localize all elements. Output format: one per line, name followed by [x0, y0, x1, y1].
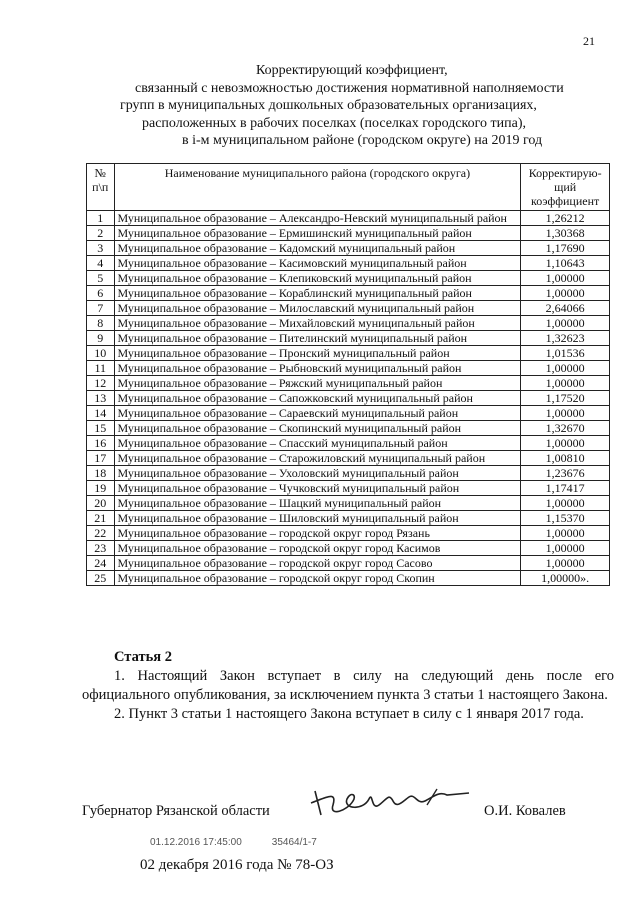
- row-coefficient: 1,15370: [521, 511, 610, 526]
- row-coefficient: 1,32623: [521, 331, 610, 346]
- table-row: [87, 226, 610, 241]
- row-number: 7: [87, 301, 115, 316]
- heading-line-3: групп в муниципальных дошкольных образовательных организациях,: [120, 98, 537, 113]
- row-district-name: Муниципальное образование – Пронский муниципальный район: [114, 346, 521, 361]
- page-number: 21: [583, 34, 595, 48]
- table-row: [87, 466, 610, 481]
- row-district-name: Муниципальное образование – Михайловский муниципальный район: [114, 316, 521, 331]
- row-coefficient: 1,30368: [521, 226, 610, 241]
- row-coefficient: 1,17520: [521, 391, 610, 406]
- row-district-name: Муниципальное образование – городской округ город Скопин: [114, 571, 521, 586]
- row-coefficient: 1,10643: [521, 256, 610, 271]
- table-row: [87, 271, 610, 286]
- table-row: [87, 301, 610, 316]
- row-number: 5: [87, 271, 115, 286]
- coefficient-table: [86, 163, 610, 586]
- row-number: 11: [87, 361, 115, 376]
- registration-stamp: [150, 837, 317, 848]
- row-number: 3: [87, 241, 115, 256]
- table-row: [87, 451, 610, 466]
- table-row: [87, 406, 610, 421]
- row-number: 12: [87, 376, 115, 391]
- row-district-name: Муниципальное образование – Рыбновский муниципальный район: [114, 361, 521, 376]
- row-district-name: Муниципальное образование – Ермишинский муниципальный район: [114, 226, 521, 241]
- table-row: [87, 361, 610, 376]
- table-header-row: [87, 164, 610, 211]
- row-number: 18: [87, 466, 115, 481]
- row-number: 20: [87, 496, 115, 511]
- article-paragraph-2: 2. Пункт 3 статьи 1 настоящего Закона вступает в силу с 1 января 2017 года.: [114, 706, 584, 722]
- row-coefficient: 1,17690: [521, 241, 610, 256]
- handwritten-signature: [307, 781, 477, 829]
- table-row: [87, 556, 610, 571]
- law-date-number: 02 декабря 2016 года № 78-ОЗ: [140, 857, 334, 873]
- row-coefficient: 1,01536: [521, 346, 610, 361]
- registration-number: 35464/1-7: [271, 837, 317, 848]
- row-coefficient: 1,00000: [521, 436, 610, 451]
- table-row: [87, 481, 610, 496]
- table-row: [87, 331, 610, 346]
- table-row: [87, 541, 610, 556]
- article-2: [82, 648, 614, 724]
- row-district-name: Муниципальное образование – Чучковский муниципальный район: [114, 481, 521, 496]
- row-coefficient: 1,00000: [521, 406, 610, 421]
- row-coefficient: 1,00000».: [521, 571, 610, 586]
- table-row: [87, 511, 610, 526]
- row-coefficient: 1,00000: [521, 556, 610, 571]
- table-heading: [80, 62, 620, 150]
- row-number: 23: [87, 541, 115, 556]
- row-district-name: Муниципальное образование – Старожиловский муниципальный район: [114, 451, 521, 466]
- row-number: 16: [87, 436, 115, 451]
- row-number: 4: [87, 256, 115, 271]
- table-row: [87, 346, 610, 361]
- article-paragraph-1: 1. Настоящий Закон вступает в силу на следующий день после его официального опубликования, за исключением пункта 3 статьи 1 настоящего Закона.: [82, 668, 614, 703]
- article-title: Статья 2: [114, 649, 172, 665]
- row-coefficient: 1,00000: [521, 361, 610, 376]
- row-district-name: Муниципальное образование – Скопинский муниципальный район: [114, 421, 521, 436]
- row-district-name: Муниципальное образование – городской округ город Касимов: [114, 541, 521, 556]
- row-district-name: Муниципальное образование – Шиловский муниципальный район: [114, 511, 521, 526]
- table-row: [87, 421, 610, 436]
- row-district-name: Муниципальное образование – Пителинский муниципальный район: [114, 331, 521, 346]
- row-number: 8: [87, 316, 115, 331]
- row-number: 2: [87, 226, 115, 241]
- row-coefficient: 1,00000: [521, 316, 610, 331]
- row-district-name: Муниципальное образование – Касимовский муниципальный район: [114, 256, 521, 271]
- row-coefficient: 2,64066: [521, 301, 610, 316]
- row-district-name: Муниципальное образование – городской округ город Рязань: [114, 526, 521, 541]
- registration-timestamp: 01.12.2016 17:45:00: [150, 837, 242, 848]
- row-coefficient: 1,17417: [521, 481, 610, 496]
- governor-name: О.И. Ковалев: [484, 803, 566, 819]
- row-coefficient: 1,00810: [521, 451, 610, 466]
- row-number: 14: [87, 406, 115, 421]
- header-number: № п\п: [87, 164, 115, 211]
- row-district-name: Муниципальное образование – Сапожковский муниципальный район: [114, 391, 521, 406]
- row-district-name: Муниципальное образование – Александро-Невский муниципальный район: [114, 211, 521, 226]
- row-number: 13: [87, 391, 115, 406]
- row-district-name: Муниципальное образование – Шацкий муниципальный район: [114, 496, 521, 511]
- governor-title: Губернатор Рязанской области: [82, 803, 270, 819]
- heading-line-1: Корректирующий коэффициент,: [256, 63, 448, 78]
- row-coefficient: 1,23676: [521, 466, 610, 481]
- row-coefficient: 1,32670: [521, 421, 610, 436]
- row-coefficient: 1,00000: [521, 496, 610, 511]
- table-row: [87, 286, 610, 301]
- row-number: 6: [87, 286, 115, 301]
- row-district-name: Муниципальное образование – Милославский муниципальный район: [114, 301, 521, 316]
- row-number: 10: [87, 346, 115, 361]
- row-district-name: Муниципальное образование – Кораблинский муниципальный район: [114, 286, 521, 301]
- row-coefficient: 1,00000: [521, 526, 610, 541]
- row-number: 9: [87, 331, 115, 346]
- heading-line-5: в i-м муниципальном районе (городском округе) на 2019 год: [182, 133, 543, 148]
- table-body: [87, 211, 610, 586]
- row-coefficient: 1,00000: [521, 541, 610, 556]
- header-coefficient: Корректирую-щий коэффициент: [521, 164, 610, 211]
- table-row: [87, 211, 610, 226]
- table-row: [87, 256, 610, 271]
- table-row: [87, 571, 610, 586]
- table-row: [87, 526, 610, 541]
- row-number: 1: [87, 211, 115, 226]
- row-district-name: Муниципальное образование – Сараевский муниципальный район: [114, 406, 521, 421]
- row-district-name: Муниципальное образование – Ряжский муниципальный район: [114, 376, 521, 391]
- heading-line-2: связанный с невозможностью достижения нормативной наполняемости: [135, 80, 564, 96]
- row-coefficient: 1,00000: [521, 271, 610, 286]
- header-district-name: Наименование муниципального района (городского округа): [114, 164, 521, 211]
- table-row: [87, 436, 610, 451]
- row-district-name: Муниципальное образование – Клепиковский муниципальный район: [114, 271, 521, 286]
- row-number: 17: [87, 451, 115, 466]
- row-coefficient: 1,26212: [521, 211, 610, 226]
- row-district-name: Муниципальное образование – городской округ город Сасово: [114, 556, 521, 571]
- table-row: [87, 376, 610, 391]
- row-number: 21: [87, 511, 115, 526]
- row-district-name: Муниципальное образование – Кадомский муниципальный район: [114, 241, 521, 256]
- row-number: 15: [87, 421, 115, 436]
- row-district-name: Муниципальное образование – Спасский муниципальный район: [114, 436, 521, 451]
- row-number: 25: [87, 571, 115, 586]
- table-row: [87, 316, 610, 331]
- table-row: [87, 496, 610, 511]
- table-row: [87, 391, 610, 406]
- row-number: 19: [87, 481, 115, 496]
- table-row: [87, 241, 610, 256]
- row-coefficient: 1,00000: [521, 376, 610, 391]
- heading-line-4: расположенных в рабочих поселках (поселках городского типа),: [142, 115, 526, 131]
- row-number: 22: [87, 526, 115, 541]
- row-number: 24: [87, 556, 115, 571]
- row-coefficient: 1,00000: [521, 286, 610, 301]
- row-district-name: Муниципальное образование – Ухоловский муниципальный район: [114, 466, 521, 481]
